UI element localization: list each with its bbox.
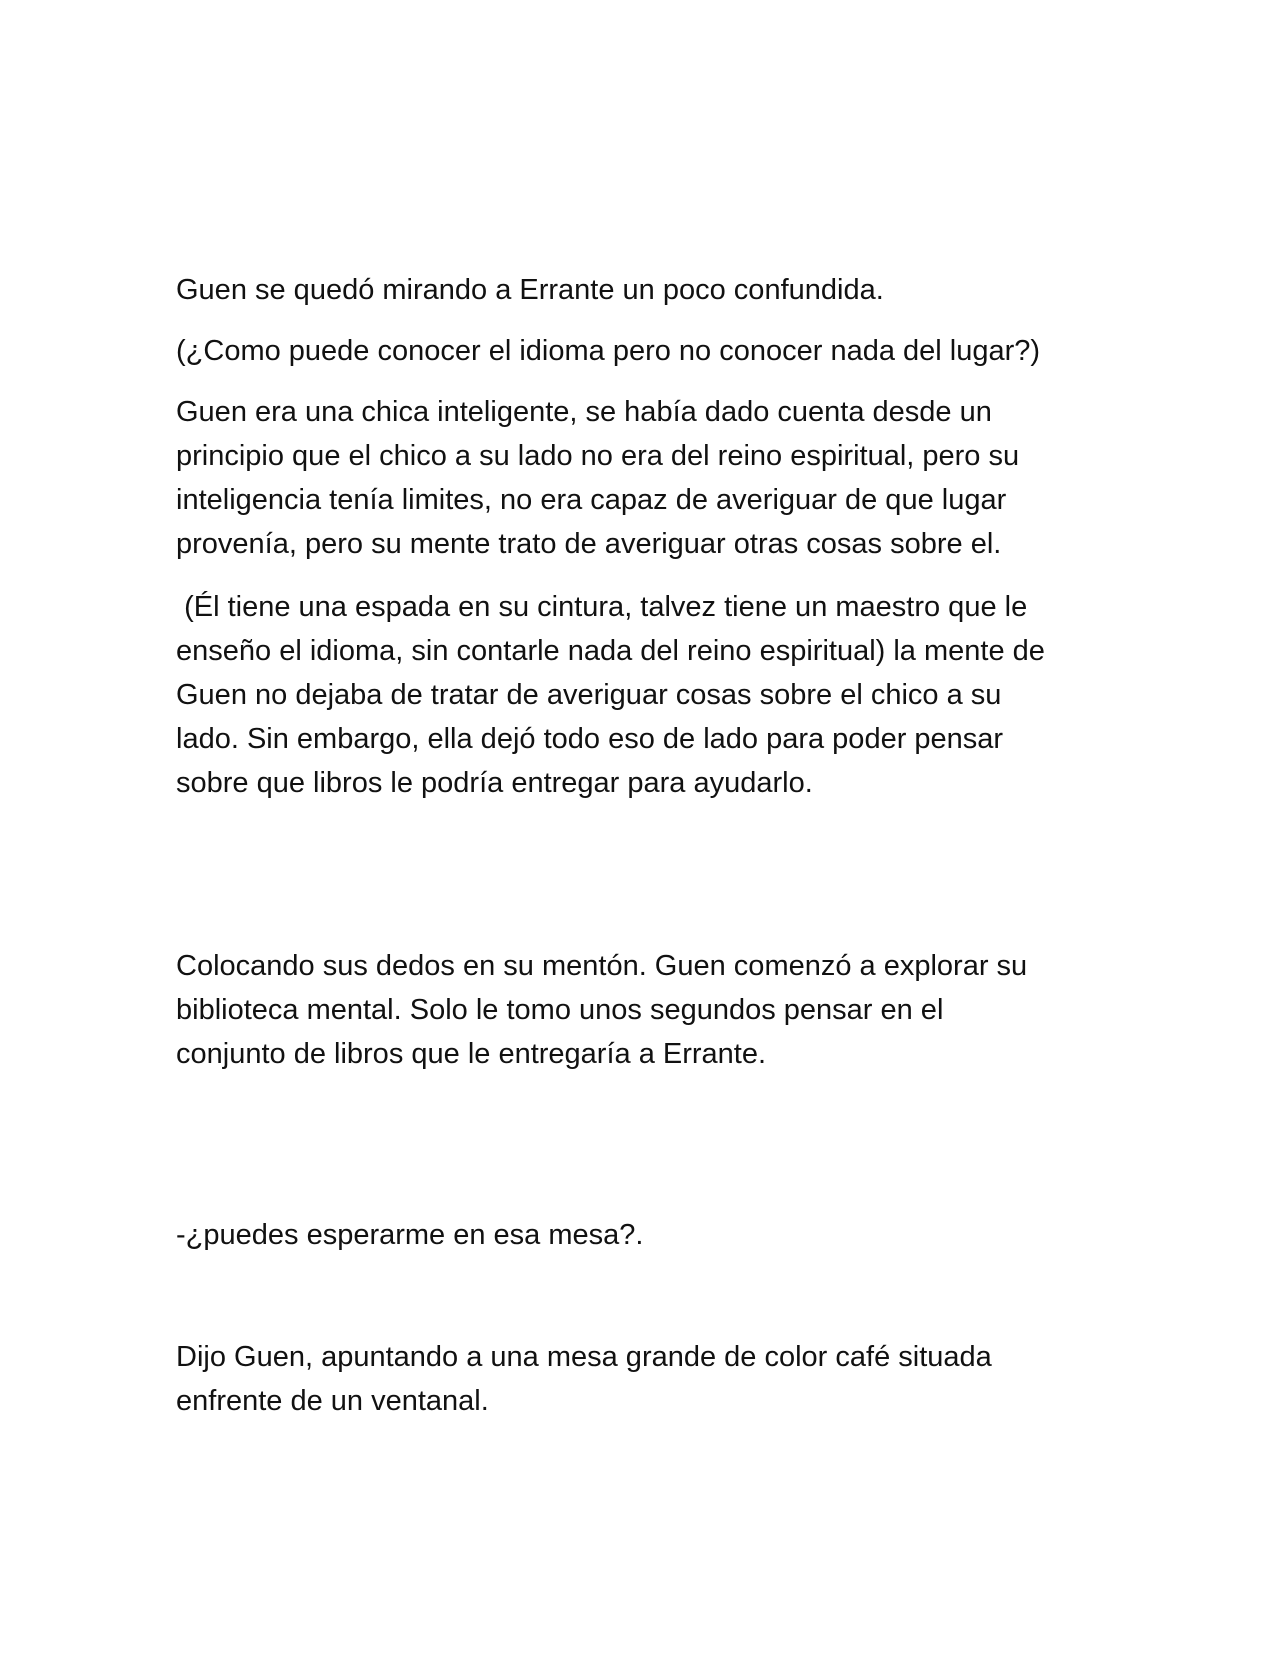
paragraph-4: (Él tiene una espada en su cintura, talvez tiene un maestro que le enseño el idioma, sin contarle nada del reino espiritual) la mente de Guen no dejaba de tratar de averiguar cosas sobre el chico a su lado. Sin embargo, ella dejó todo eso de lado para poder pensar sobre que libros le podría entregar para ayudarlo. (176, 591, 1045, 799)
paragraph-7: Dijo Guen, apuntando a una mesa grande de color café situada enfrente de un ventanal. (176, 1341, 992, 1417)
paragraph-3: Guen era una chica inteligente, se había dado cuenta desde un principio que el chico a su lado no era del reino espiritual, pero su inteligencia tenía limites, no era capaz de averiguar de que lugar provenía, pero su mente trato de averiguar otras cosas sobre el. (176, 396, 1020, 560)
dialogue-line: -¿puedes esperarme en esa mesa?. (176, 1219, 644, 1251)
paragraph-5: Colocando sus dedos en su mentón. Guen comenzó a explorar su biblioteca mental. Solo le tomo unos segundos pensar en el conjunto de libros que le entregaría a Errante. (176, 950, 1028, 1070)
paragraph-2: (¿Como puede conocer el idioma pero no conocer nada del lugar?) (176, 335, 1041, 367)
paragraph-1: Guen se quedó mirando a Errante un poco confundida. (176, 274, 884, 306)
